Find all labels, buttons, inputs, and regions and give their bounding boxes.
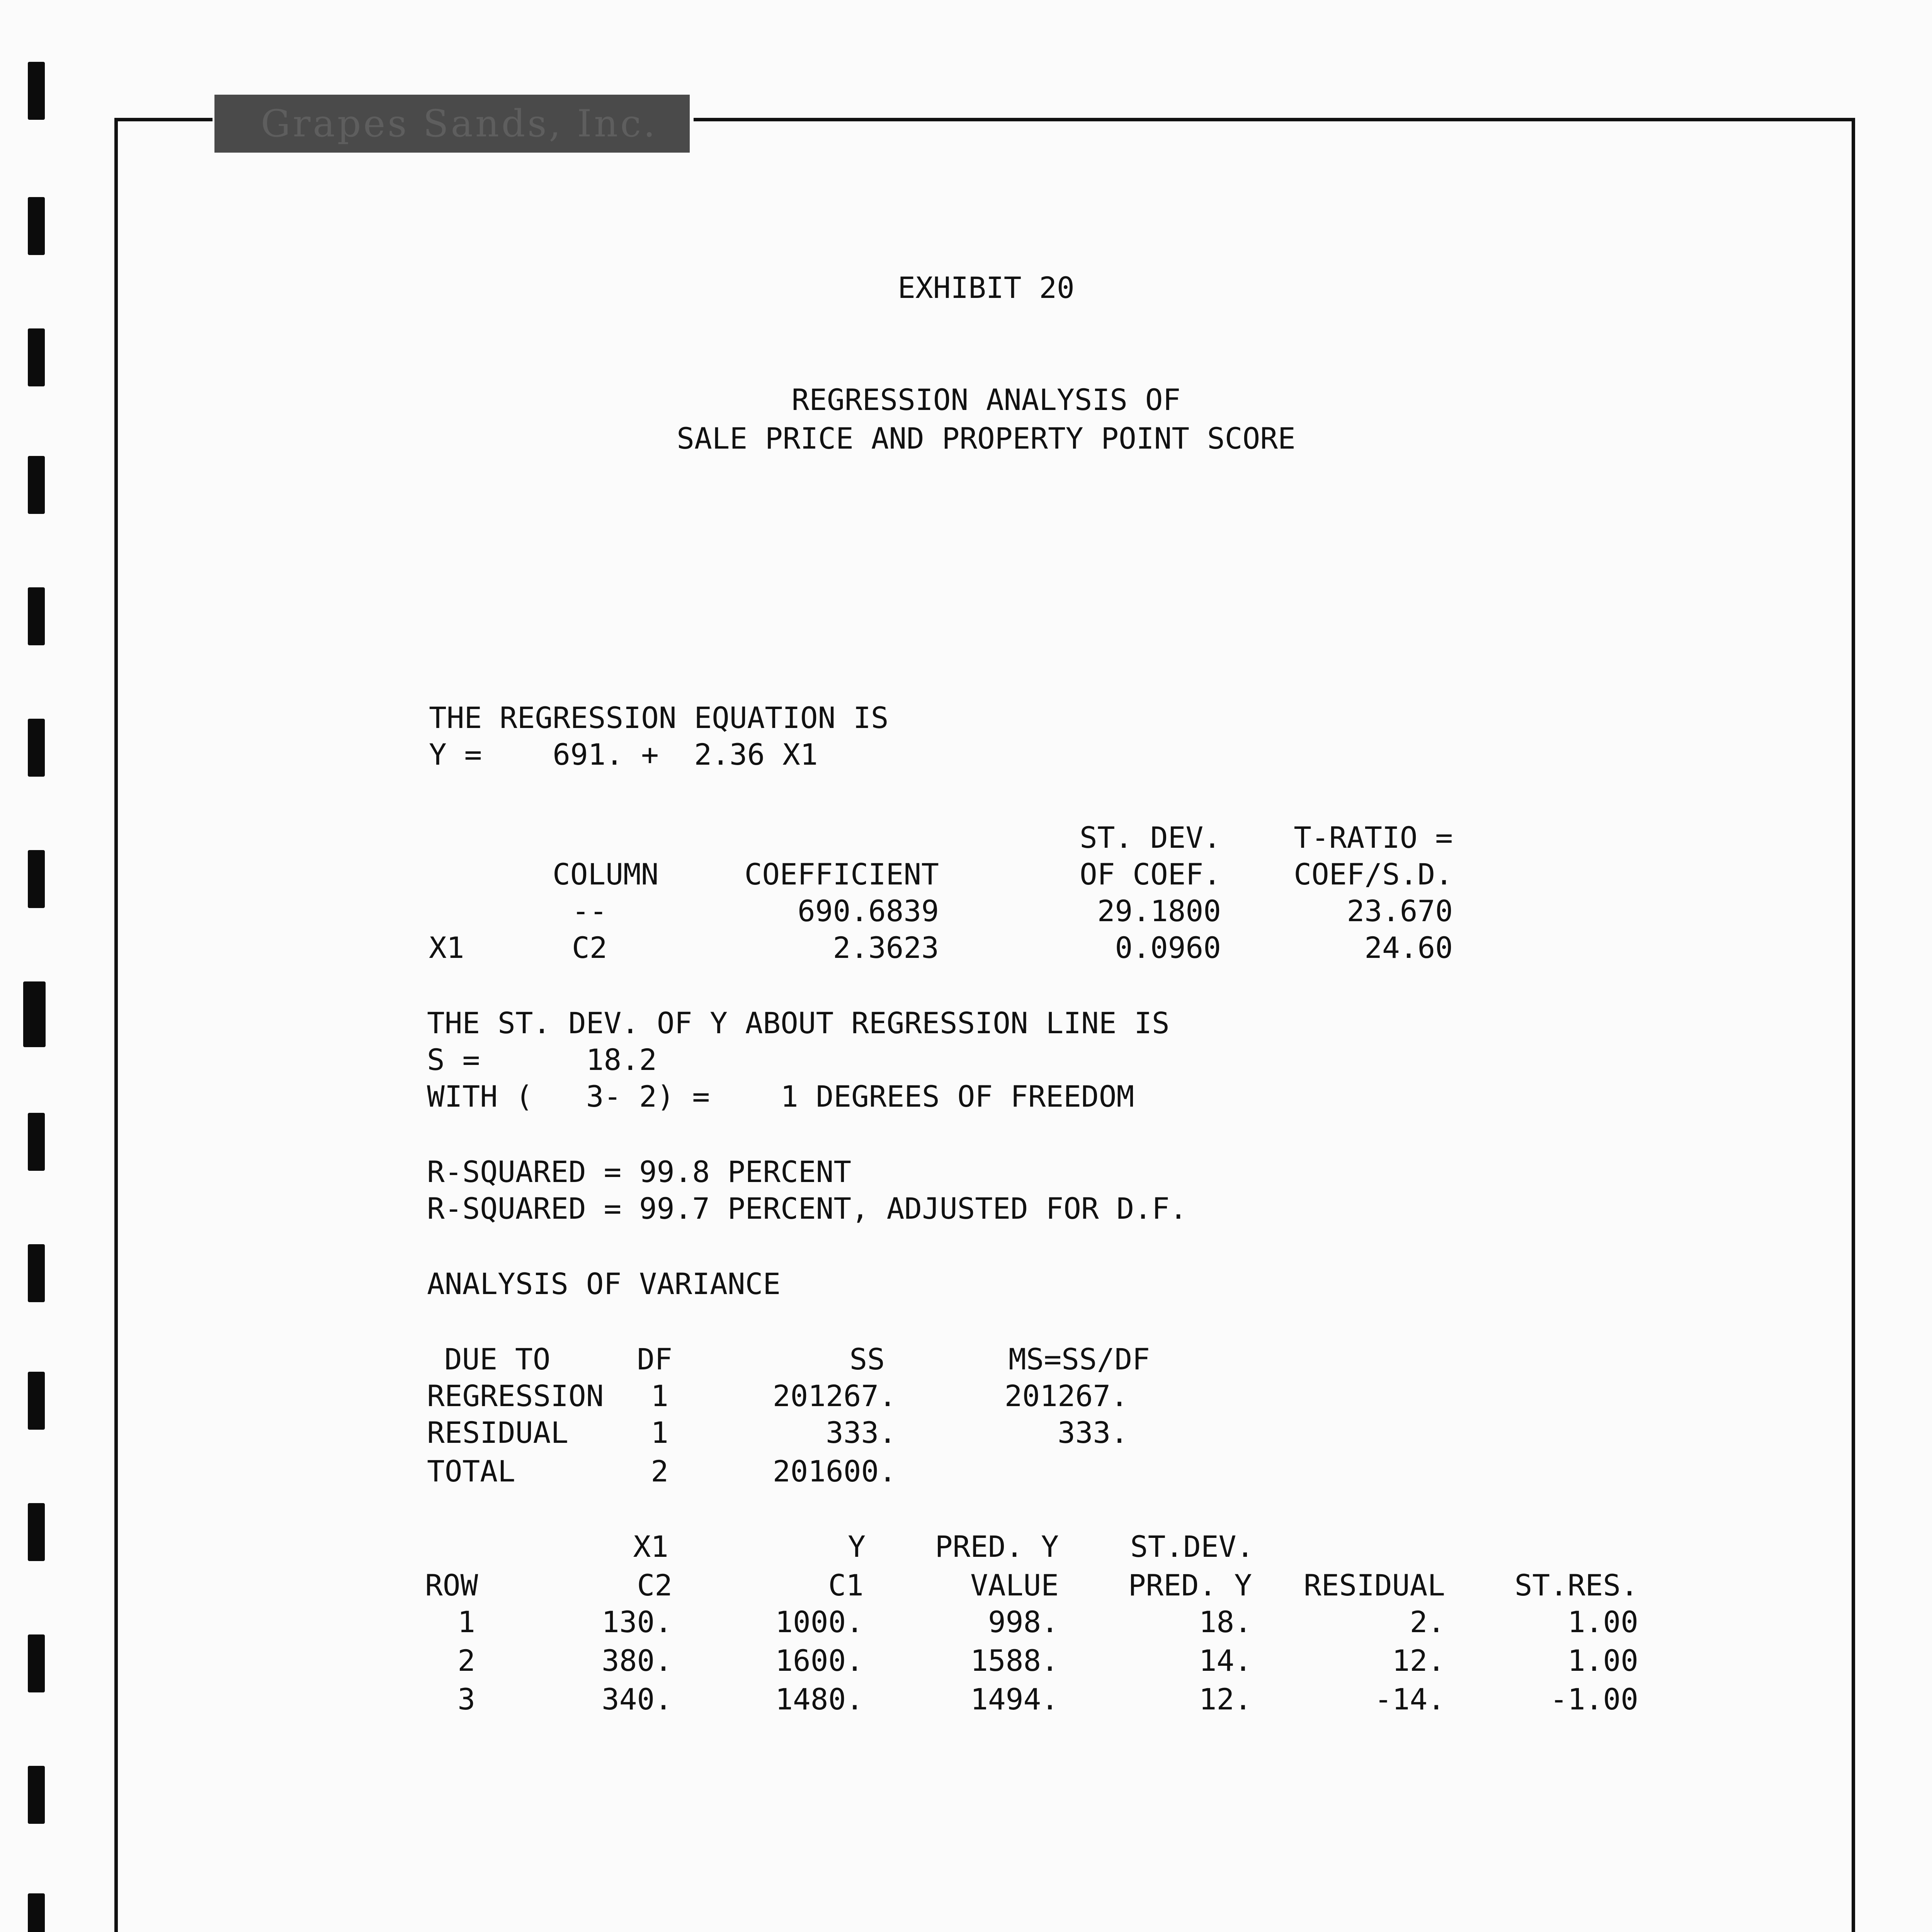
- binder-hole: [28, 456, 45, 514]
- anova-header-ms: MS=SS/DF: [1009, 1342, 1150, 1376]
- equation-heading: THE REGRESSION EQUATION IS: [429, 701, 889, 735]
- res-header-x1-col: C2: [637, 1568, 672, 1602]
- res-row-number: 1: [457, 1605, 475, 1639]
- coef-header-column: COLUMN: [553, 857, 659, 891]
- coef-row-tratio: 24.60: [1364, 930, 1453, 965]
- res-row-y: 1600.: [775, 1643, 864, 1678]
- stdev-s-line: S = 18.2: [427, 1043, 657, 1077]
- binder-hole: [28, 328, 45, 386]
- res-row-y: 1000.: [775, 1605, 864, 1639]
- res-row-stdev: 14.: [1199, 1643, 1252, 1678]
- anova-row-due-to: TOTAL: [427, 1454, 515, 1488]
- coef-header-tratio-1: T-RATIO =: [1294, 820, 1453, 855]
- anova-heading: ANALYSIS OF VARIANCE: [427, 1267, 781, 1301]
- res-row-pred: 1494.: [970, 1682, 1059, 1716]
- anova-row-df: 1: [651, 1415, 668, 1450]
- stdev-df-line: WITH ( 3- 2) = 1 DEGREES OF FREEDOM: [427, 1079, 1134, 1114]
- binder-hole: [28, 1893, 45, 1932]
- coef-header-stdev-1: ST. DEV.: [1079, 820, 1221, 855]
- header-tab-text: Grapes Sands, Inc.: [261, 102, 658, 145]
- anova-row-ss: 333.: [825, 1415, 896, 1450]
- anova-row-ms: 201267.: [1004, 1379, 1128, 1413]
- res-row-x1: 130.: [601, 1605, 672, 1639]
- res-row-number: 3: [457, 1682, 475, 1716]
- coef-header-tratio-2: COEF/S.D.: [1294, 857, 1453, 891]
- anova-row-df: 1: [651, 1379, 668, 1413]
- binder-hole: [28, 719, 45, 777]
- stdev-heading: THE ST. DEV. OF Y ABOUT REGRESSION LINE IS: [427, 1006, 1170, 1040]
- title-line-1: REGRESSION ANALYSIS OF: [791, 383, 1181, 417]
- exhibit-label: EXHIBIT 20: [898, 270, 1075, 305]
- binder-hole: [28, 587, 45, 645]
- binder-hole: [28, 1372, 45, 1430]
- res-row-residual: 12.: [1392, 1643, 1445, 1678]
- coef-row-column: C2: [572, 930, 607, 965]
- res-header-y-col: C1: [828, 1568, 864, 1602]
- equation-formula: Y = 691. + 2.36 X1: [429, 737, 818, 772]
- res-header-pred: PRED. Y: [935, 1529, 1059, 1564]
- res-row-x1: 340.: [601, 1682, 672, 1716]
- binder-hole: [28, 850, 45, 908]
- res-header-residual: RESIDUAL: [1303, 1568, 1445, 1602]
- anova-row-due-to: RESIDUAL: [427, 1415, 569, 1450]
- res-header-y: Y: [848, 1529, 866, 1564]
- res-header-stres: ST.RES.: [1514, 1568, 1638, 1602]
- binder-hole: [28, 62, 45, 120]
- res-row-stres: 1.00: [1567, 1605, 1638, 1639]
- rsquared-line-2: R-SQUARED = 99.7 PERCENT, ADJUSTED FOR D.F.: [427, 1191, 1187, 1226]
- res-row-number: 2: [457, 1643, 475, 1678]
- coef-row-stdev: 29.1800: [1097, 894, 1221, 928]
- res-header-pred-value: VALUE: [970, 1568, 1059, 1602]
- anova-row-ss: 201600.: [772, 1454, 896, 1488]
- coef-row-coefficient: 690.6839: [797, 894, 939, 928]
- coef-header-stdev-2: OF COEF.: [1079, 857, 1221, 891]
- anova-header-ss: SS: [849, 1342, 885, 1376]
- res-row-pred: 998.: [988, 1605, 1059, 1639]
- frame-top-right-rule: [694, 118, 1852, 121]
- anova-header-due-to: DUE TO: [444, 1342, 551, 1376]
- res-row-residual: -14.: [1374, 1682, 1445, 1716]
- res-row-stdev: 12.: [1199, 1682, 1252, 1716]
- anova-row-ss: 201267.: [772, 1379, 896, 1413]
- res-header-row: ROW: [425, 1568, 478, 1602]
- res-row-x1: 380.: [601, 1643, 672, 1678]
- res-row-residual: 2.: [1410, 1605, 1445, 1639]
- res-row-y: 1480.: [775, 1682, 864, 1716]
- binder-hole: [28, 1634, 45, 1692]
- coef-row-coefficient: 2.3623: [833, 930, 939, 965]
- coef-row-tratio: 23.670: [1347, 894, 1453, 928]
- res-row-stdev: 18.: [1199, 1605, 1252, 1639]
- res-row-stres: -1.00: [1550, 1682, 1638, 1716]
- binder-hole: [23, 981, 46, 1047]
- res-header-x1: X1: [633, 1529, 668, 1564]
- res-header-stdev: ST.DEV.: [1130, 1529, 1254, 1564]
- header-tab: [214, 95, 690, 153]
- res-row-stres: 1.00: [1567, 1643, 1638, 1678]
- binder-hole: [28, 1503, 45, 1561]
- anova-row-due-to: REGRESSION: [427, 1379, 604, 1413]
- anova-header-df: DF: [637, 1342, 672, 1376]
- anova-row-ms: 333.: [1057, 1415, 1128, 1450]
- coef-row-stdev: 0.0960: [1115, 930, 1221, 965]
- frame-top-left-rule: [118, 118, 213, 121]
- coef-row-column: --: [572, 894, 607, 928]
- rsquared-line-1: R-SQUARED = 99.8 PERCENT: [427, 1155, 852, 1189]
- res-header-stdev-pred: PRED. Y: [1128, 1568, 1252, 1602]
- binder-hole: [28, 1244, 45, 1302]
- res-row-pred: 1588.: [970, 1643, 1059, 1678]
- coef-row-label: X1: [429, 930, 464, 965]
- binder-hole: [28, 197, 45, 255]
- binder-hole: [28, 1766, 45, 1824]
- anova-row-df: 2: [651, 1454, 668, 1488]
- binder-hole: [28, 1113, 45, 1171]
- title-line-2: SALE PRICE AND PROPERTY POINT SCORE: [677, 421, 1296, 456]
- coef-header-coefficient: COEFFICIENT: [744, 857, 939, 891]
